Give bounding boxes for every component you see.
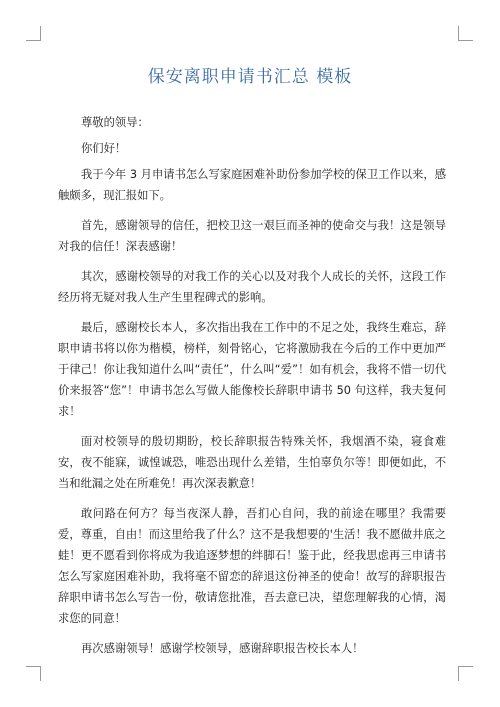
paragraph: 最后，感谢校长本人，多次指出我在工作中的不足之处，我终生难忘，辞职申请书将以你为楷模，榜样，刻骨铭心，它将激励我在今后的工作中更加严于律己！你让我知道什么叫“责任”，什么叫“爱”！如有机会，我将不惜一切代价来报答“您”！申请书怎么写做人能像校长辞职申请书 50 句这样，我夫复何求！	[58, 321, 446, 418]
salutation: 尊敬的领导：	[81, 116, 149, 129]
crop-mark-top-left	[26, 26, 41, 41]
paragraph: 面对校领导的殷切期盼，校长辞职报告特殊关怀，我烟酒不染，寝食难安，夜不能寐，诚惶诚恐，唯恐出现什么差错，生怕辜负尔等！即便如此，不当和纰漏之处在所难免！再次深表歉意！	[58, 435, 446, 490]
crop-mark-top-right	[458, 26, 473, 41]
paragraph: 其次，感谢校领导的对我工作的关心以及对我个人成长的关怀，这段工作经历将无疑对我人生产生里程碑式的影响。	[58, 270, 446, 304]
crop-mark-bottom-left	[26, 666, 41, 681]
closing-paragraph: 再次感谢领导！感谢学校领导，感谢辞职报告校长本人！	[81, 642, 364, 655]
document-body	[58, 112, 446, 668]
document-title: 保安离职申请书汇总 模板	[147, 67, 353, 87]
paragraph: 首先，感谢领导的信任，把校卫这一艰巨而圣神的使命交与我！这是领导对我的信任！深表感谢！	[58, 219, 446, 253]
paragraph: 我于今年 3 月申请书怎么写家庭困难补助份参加学校的保卫工作以来，感触颇多，现汇报如下。	[58, 168, 446, 202]
paragraph: 敢问路在何方？每当夜深人静，吾扪心自问，我的前途在哪里？我需要爱，尊重，自由！而这里给我了什么？这不是我想要的'生活！我不愿做井底之蛙！更不愿看到你将成为我追逐梦想的绊脚石！鉴于此，经我思虑再三申请书怎么写家庭困难补助，我将毫不留恋的辞退这份神圣的使命！故写的辞职报告辞职申请书怎么写告一份，敬请您批准，吾去意已决，望您理解我的心情，渴求您的同意！	[58, 507, 446, 625]
greeting: 你们好！	[81, 142, 127, 155]
crop-mark-bottom-right	[458, 666, 473, 681]
